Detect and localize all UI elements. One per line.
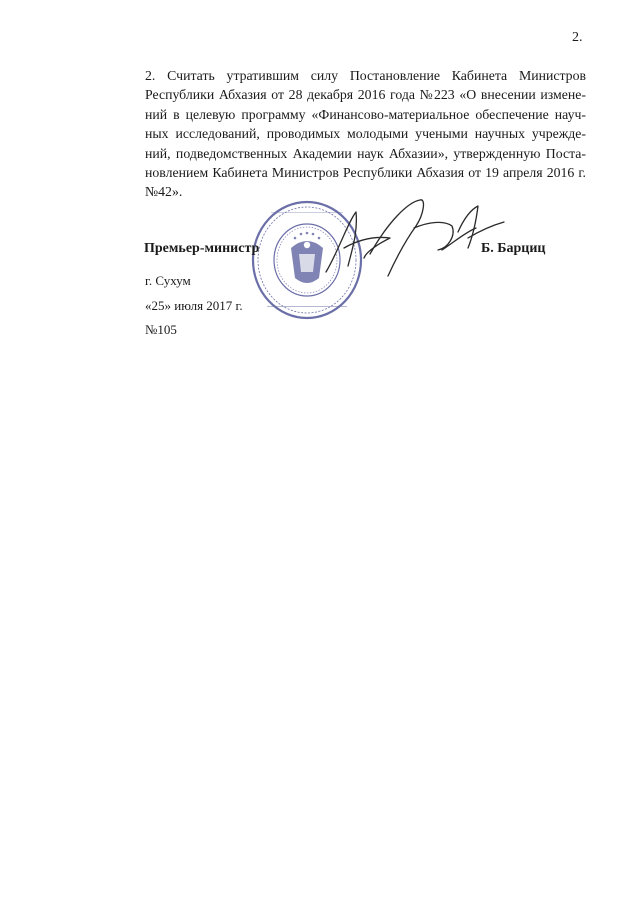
paragraph-line: новлением Кабинета Министров Республики Абхазия от 19 апреля 2016 г. [145,165,586,181]
signer-title: Премьер-министр [144,241,260,256]
place-of-issue: г. Сухум [145,273,191,288]
paragraph-line: №42». [145,184,183,200]
paragraph-line: 2. Считать утратившим силу Постановление Кабинета Министров [145,68,586,83]
document-number: №105 [145,322,177,337]
paragraph-line: Республики Абхазия от 28 декабря 2016 года №223 «О внесении измене- [145,87,586,103]
paragraph-line: ний, подведомственных Академии наук Абхазии», утвержденную Поста- [145,145,586,161]
paragraph-line: ных исследований, проводимых молодыми учеными научных учрежде- [145,126,586,142]
decree-paragraph [143,66,586,202]
signature-icon [318,192,508,284]
paragraph-line: ний в целевую программу «Финансово-материальное обеспечение науч- [145,106,586,122]
page-number: 2. [572,30,583,45]
issue-date: «25» июля 2017 г. [145,298,243,313]
signer-name: Б. Барциц [481,241,546,256]
